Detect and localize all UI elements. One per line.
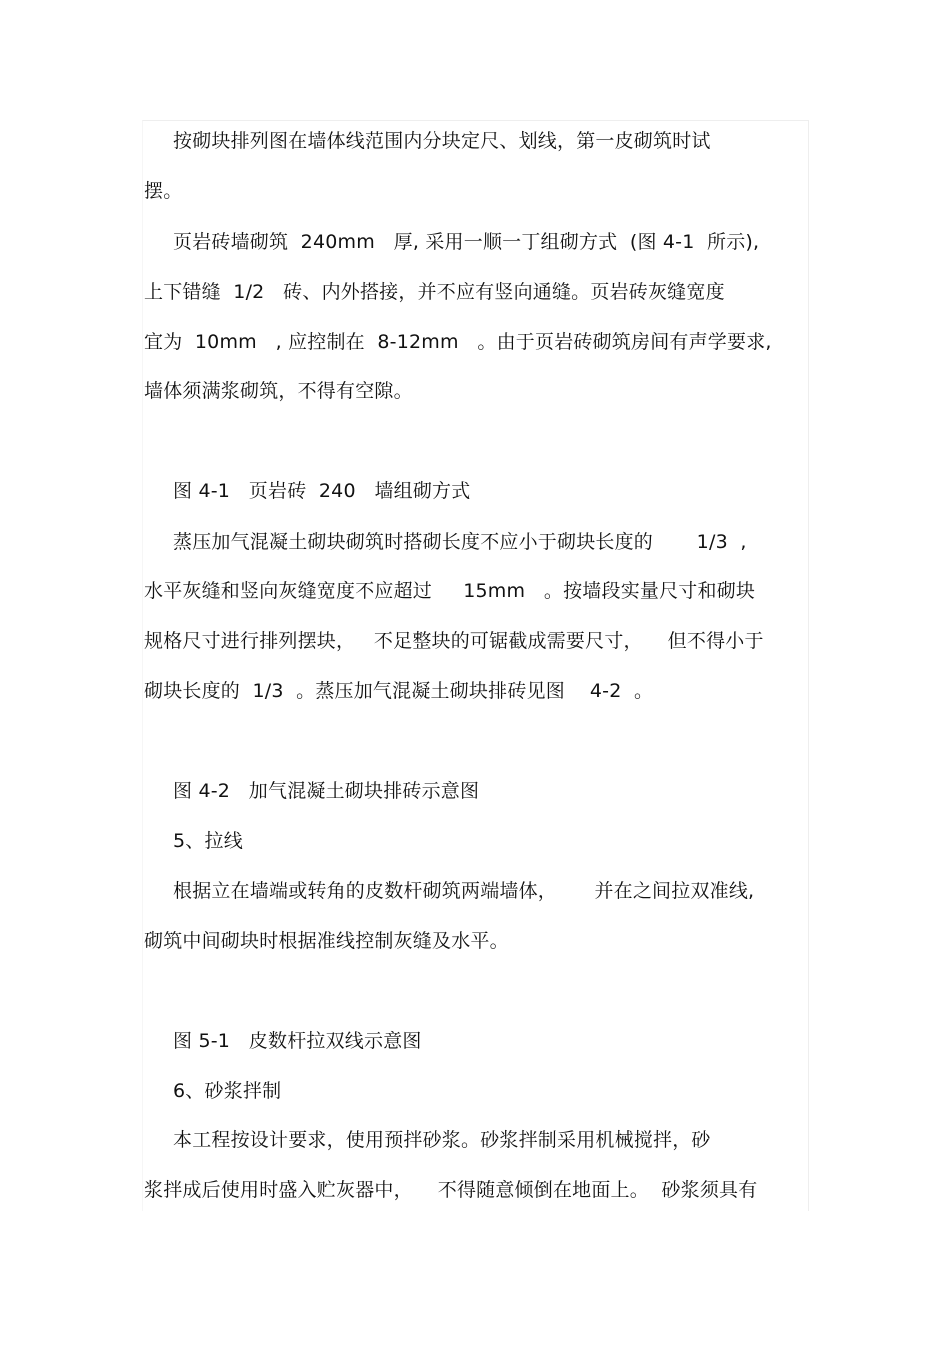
section-heading: 5、拉线	[173, 830, 243, 852]
paragraph-line: 页岩砖墙砌筑 240mm 厚, 采用一顺一丁组砌方式 (图 4-1 所示),	[173, 231, 760, 253]
paragraph-line: 摆。	[144, 180, 183, 202]
paragraph-line: 规格尺寸进行排列摆块， 不足整块的可锯截成需要尺寸， 但不得小于	[144, 630, 764, 652]
section-heading: 6、砂浆拌制	[173, 1080, 282, 1102]
paragraph-line: 本工程按设计要求，使用预拌砂浆。砂浆拌制采用机械搅拌，砂	[173, 1129, 711, 1151]
paragraph-line: 根据立在墙端或转角的皮数杆砌筑两端墙体， 并在之间拉双准线,	[173, 880, 755, 902]
paragraph-line: 按砌块排列图在墙体线范围内分块定尺、划线，第一皮砌筑时试	[173, 130, 711, 152]
paragraph-line: 水平灰缝和竖向灰缝宽度不应超过 15mm 。按墙段实量尺寸和砌块	[144, 580, 756, 602]
paragraph-line: 宜为 10mm , 应控制在 8-12mm 。由于页岩砖砌筑房间有声学要求,	[144, 331, 772, 353]
paragraph-line: 砌筑中间砌块时根据准线控制灰缝及水平。	[144, 930, 509, 952]
paragraph-line: 蒸压加气混凝土砌块砌筑时搭砌长度不应小于砌块长度的 1/3 ,	[173, 531, 747, 553]
figure-caption: 图 4-2 加气混凝土砌块排砖示意图	[173, 780, 480, 802]
figure-caption: 图 5-1 皮数杆拉双线示意图	[173, 1030, 422, 1052]
paragraph-line: 砌块长度的 1/3 。蒸压加气混凝土砌块排砖见图 4-2 。	[144, 680, 654, 702]
paragraph-line: 浆拌成后使用时盛入贮灰器中， 不得随意倾倒在地面上。 砂浆须具有	[144, 1179, 758, 1201]
paragraph-line: 上下错缝 1/2 砖、内外搭接，并不应有竖向通缝。页岩砖灰缝宽度	[144, 281, 725, 303]
figure-caption: 图 4-1 页岩砖 240 墙组砌方式	[173, 480, 471, 502]
paragraph-line: 墙体须满浆砌筑，不得有空隙。	[144, 380, 413, 402]
